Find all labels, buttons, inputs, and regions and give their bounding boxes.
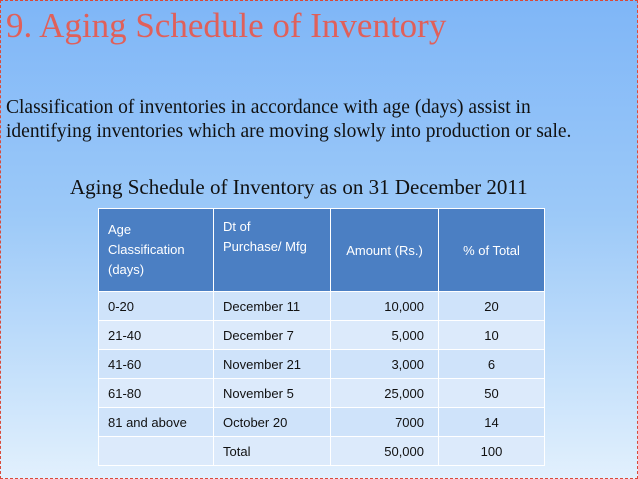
slide-description (6, 96, 636, 144)
cell-age: 0-20 (99, 292, 214, 321)
cell-age (99, 437, 214, 466)
table-title: Aging Schedule of Inventory as on 31 December 2011 (70, 175, 528, 199)
cell-amount: 25,000 (331, 379, 439, 408)
header-line: (days) (108, 262, 145, 277)
header-percent-of-total: % of Total (439, 209, 545, 292)
cell-percent: 50 (439, 379, 545, 408)
cell-date: October 20 (214, 408, 331, 437)
cell-date: November 21 (214, 350, 331, 379)
cell-date: December 11 (214, 292, 331, 321)
header-date-of-purchase (214, 209, 331, 292)
cell-age: 81 and above (99, 408, 214, 437)
cell-amount: 3,000 (331, 350, 439, 379)
table-header-row (99, 209, 545, 292)
table-row (99, 379, 545, 408)
cell-amount: 10,000 (331, 292, 439, 321)
table-row (99, 350, 545, 379)
description-line: identifying inventories which are moving slowly into production or sale. (6, 121, 572, 142)
cell-percent: 10 (439, 321, 545, 350)
cell-age: 21-40 (99, 321, 214, 350)
header-amount: Amount (Rs.) (331, 209, 439, 292)
header-line: Dt of (223, 219, 251, 234)
cell-percent: 20 (439, 292, 545, 321)
cell-percent: 100 (439, 437, 545, 466)
cell-date: Total (214, 437, 331, 466)
cell-percent: 6 (439, 350, 545, 379)
table-row (99, 408, 545, 437)
slide-title: 9. Aging Schedule of Inventory (6, 6, 447, 45)
cell-amount: 5,000 (331, 321, 439, 350)
header-line: Purchase/ Mfg (223, 239, 307, 254)
cell-percent: 14 (439, 408, 545, 437)
description-line: Classification of inventories in accordance with age (days) assist in (6, 97, 531, 118)
table-row (99, 321, 545, 350)
table-row (99, 292, 545, 321)
cell-age: 61-80 (99, 379, 214, 408)
cell-date: November 5 (214, 379, 331, 408)
header-age-classification (99, 209, 214, 292)
cell-amount: 50,000 (331, 437, 439, 466)
cell-age: 41-60 (99, 350, 214, 379)
cell-date: December 7 (214, 321, 331, 350)
aging-schedule-table (98, 208, 545, 466)
table-row (99, 437, 545, 466)
cell-amount: 7000 (331, 408, 439, 437)
header-line: Classification (108, 242, 185, 257)
header-line: Age (108, 222, 132, 237)
